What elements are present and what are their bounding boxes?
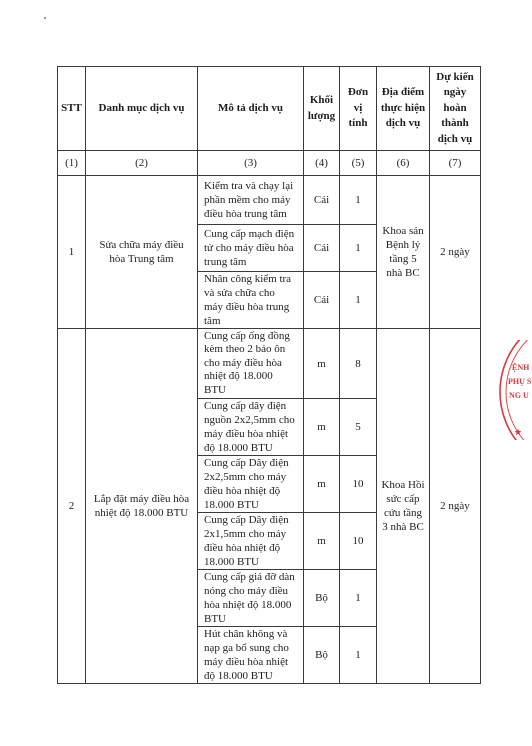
group-1-item-2-quantity: Cái	[304, 225, 340, 272]
stamp-seal	[494, 340, 532, 440]
group-1-service: Sửa chữa máy điều hòa Trung tâm	[86, 176, 198, 329]
header-unit: Đơn vị tính	[340, 67, 377, 151]
group-2-item-6-quantity: Bộ	[304, 627, 340, 684]
group-1-item-3-unit: 1	[340, 272, 377, 329]
group-2-duration: 2 ngày	[430, 329, 481, 684]
table-row	[58, 329, 481, 399]
group-1-location: Khoa sản Bệnh lý tầng 5 nhà BC	[377, 176, 430, 329]
column-number-row	[58, 151, 481, 176]
group-1-item-1-description: Kiểm tra và chạy lại phần mềm cho máy điều hòa trung tâm	[198, 176, 304, 225]
group-2-location: Khoa Hồi sức cấp cứu tầng 3 nhà BC	[377, 329, 430, 684]
group-2-stt: 2	[58, 329, 86, 684]
services-table	[57, 66, 481, 684]
group-1-item-2-description: Cung cấp mạch điện tử cho máy điều hòa trung tâm	[198, 225, 304, 272]
table-row	[58, 176, 481, 225]
column-number-4: (4)	[304, 151, 340, 176]
group-1-stt: 1	[58, 176, 86, 329]
group-2-item-5-unit: 1	[340, 570, 377, 627]
group-2-item-6-unit: 1	[340, 627, 377, 684]
column-number-6: (6)	[377, 151, 430, 176]
group-2-item-3-unit: 10	[340, 456, 377, 513]
column-number-7: (7)	[430, 151, 481, 176]
group-1-item-3-description: Nhân công kiểm tra và sửa chữa cho máy điều hòa trung tâm	[198, 272, 304, 329]
column-number-3: (3)	[198, 151, 304, 176]
group-1-item-1-quantity: Cái	[304, 176, 340, 225]
group-2-item-4-description: Cung cấp Dây điện 2x1,5mm cho máy điều hòa nhiệt độ 18.000 BTU	[198, 513, 304, 570]
column-number-5: (5)	[340, 151, 377, 176]
stamp-star-icon	[515, 429, 522, 436]
stamp-text: PHỤ S	[508, 377, 532, 386]
header-row	[58, 67, 481, 151]
stamp-text: ỆNH	[512, 363, 530, 372]
group-1-duration: 2 ngày	[430, 176, 481, 329]
header-completion-time: Dự kiến ngày hoàn thành dịch vụ	[430, 67, 481, 151]
header-location: Địa điểm thực hiện dịch vụ	[377, 67, 430, 151]
group-2-service: Lắp đặt máy điều hòa nhiệt độ 18.000 BTU	[86, 329, 198, 684]
header-description: Mô tả dịch vụ	[198, 67, 304, 151]
group-2-item-5-description: Cung cấp giá đỡ dàn nóng cho máy điều hòa nhiệt độ 18.000 BTU	[198, 570, 304, 627]
header-stt: STT	[58, 67, 86, 151]
group-1-item-1-unit: 1	[340, 176, 377, 225]
column-number-2: (2)	[86, 151, 198, 176]
header-quantity: Khối lượng	[304, 67, 340, 151]
group-2-item-4-unit: 10	[340, 513, 377, 570]
column-number-1: (1)	[58, 151, 86, 176]
group-2-item-2-description: Cung cấp dây điện nguồn 2x2,5mm cho máy điều hòa nhiệt độ 18.000 BTU	[198, 399, 304, 456]
group-2-item-4-quantity: m	[304, 513, 340, 570]
group-2-item-1-description: Cung cấp ống đồng kèm theo 2 bảo ôn cho máy điều hòa nhiệt độ 18.000 BTU	[198, 329, 304, 399]
header-service-category: Danh mục dịch vụ	[86, 67, 198, 151]
group-2-item-3-quantity: m	[304, 456, 340, 513]
group-2-item-6-description: Hút chân không và nạp ga bổ sung cho máy điều hòa nhiệt độ 18.000 BTU	[198, 627, 304, 684]
group-2-item-2-unit: 5	[340, 399, 377, 456]
group-2-item-1-unit: 8	[340, 329, 377, 399]
group-1-item-2-unit: 1	[340, 225, 377, 272]
group-1-item-3-quantity: Cái	[304, 272, 340, 329]
group-2-item-1-quantity: m	[304, 329, 340, 399]
group-2-item-2-quantity: m	[304, 399, 340, 456]
scan-speck	[44, 17, 46, 19]
stamp-text: NG U	[509, 391, 529, 400]
group-2-item-3-description: Cung cấp Dây điện 2x2,5mm cho máy điều hòa nhiệt độ 18.000 BTU	[198, 456, 304, 513]
group-2-item-5-quantity: Bộ	[304, 570, 340, 627]
